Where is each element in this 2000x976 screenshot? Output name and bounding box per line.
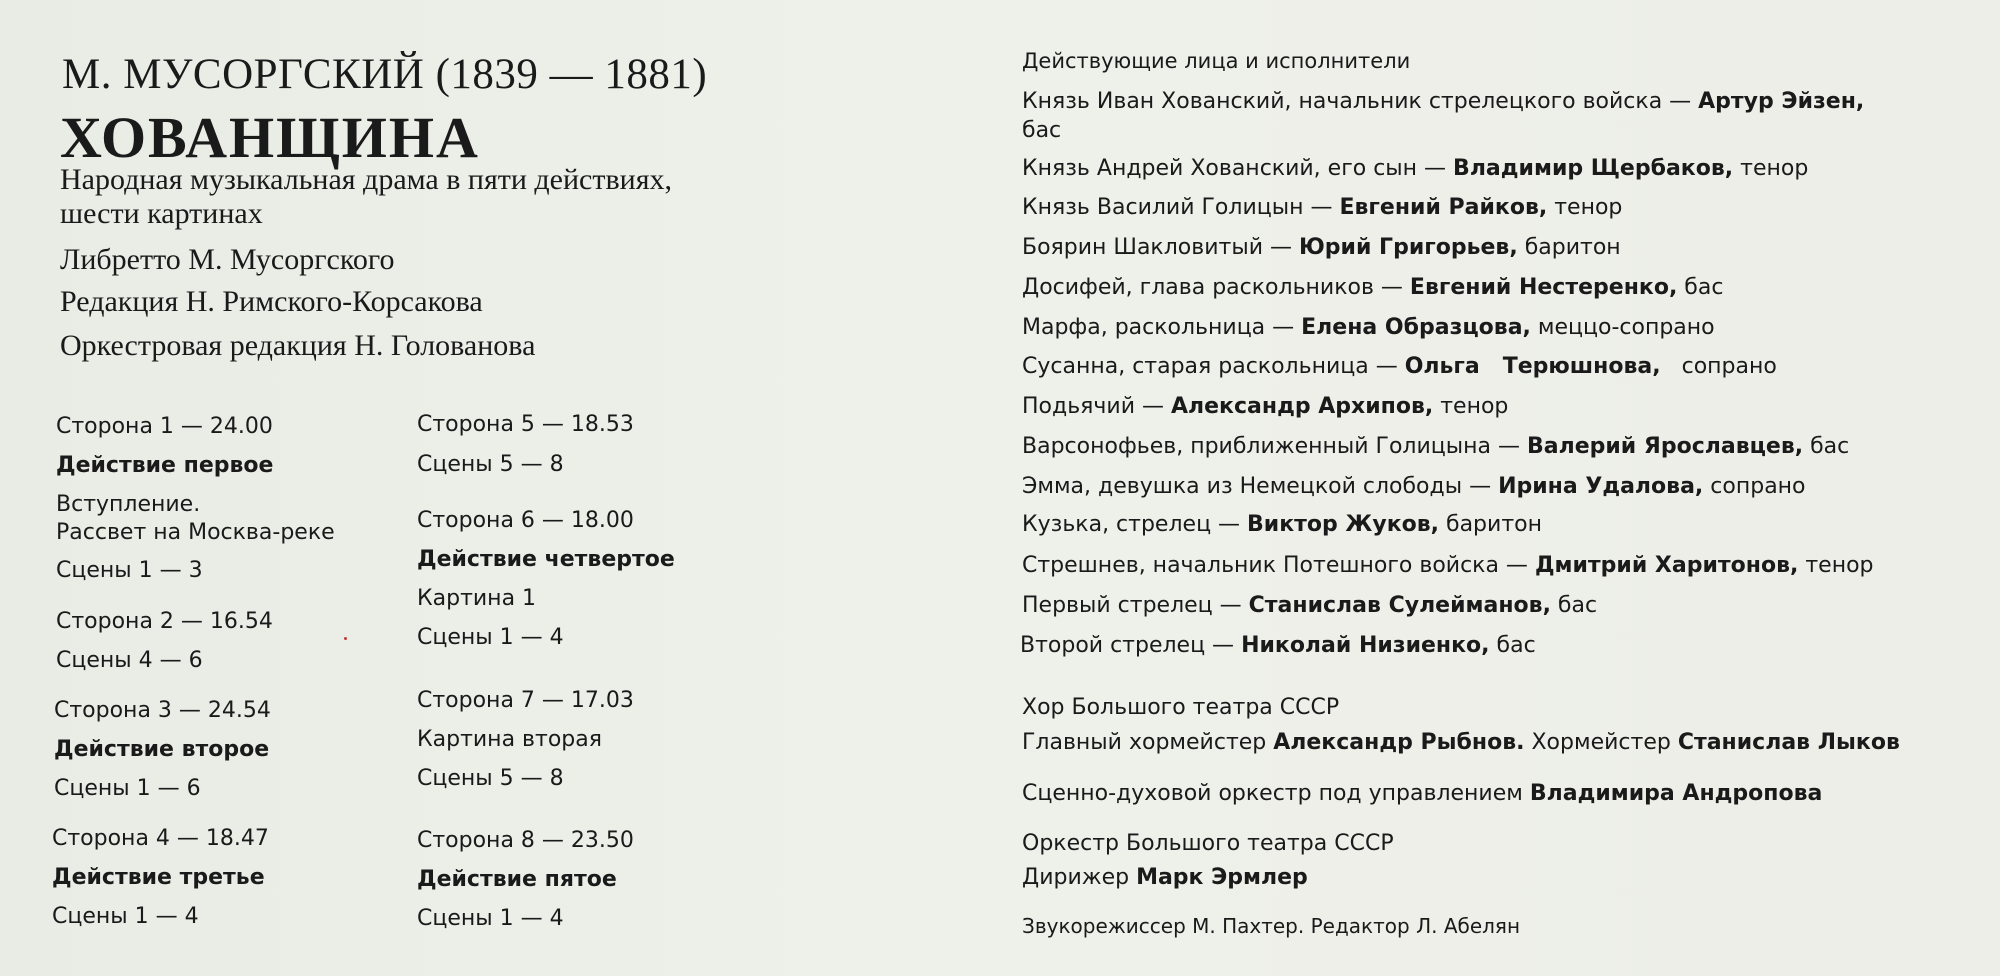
genre-line-2: шести картинах	[60, 197, 263, 230]
credit-name: Владимира Андропова	[1529, 781, 1823, 806]
cast-row	[1022, 553, 1874, 578]
voice-type: баритон	[1439, 512, 1542, 537]
performer-name: Владимир Щербаков,	[1453, 156, 1734, 181]
side-entry: Сторона 5 — 18.53	[417, 412, 634, 437]
conductor-line	[1022, 865, 1308, 890]
opera-title: ХОВАНЩИНА	[60, 105, 480, 170]
orchestral-edition-line: Оркестровая редакция Н. Голованова	[60, 329, 536, 362]
orchestra-line: Оркестр Большого театра СССР	[1022, 831, 1394, 856]
role-name: Подьячий —	[1022, 394, 1171, 419]
role-name: Боярин Шакловитый —	[1022, 235, 1299, 260]
voice-type: тенор	[1733, 156, 1809, 181]
cast-row	[1022, 315, 1715, 340]
credit-label: Сценно-духовой оркестр под управлением	[1022, 781, 1530, 806]
side-entry: Сторона 4 — 18.47	[52, 826, 269, 851]
side-entry: Рассвет на Москва-реке	[56, 520, 335, 545]
side-entry: Сторона 3 — 24.54	[54, 698, 271, 723]
voice-type: бас	[1677, 275, 1724, 300]
genre-line-1: Народная музыкальная драма в пяти действиях,	[60, 163, 672, 196]
voice-type: бас	[1803, 434, 1850, 459]
voice-type: тенор	[1433, 394, 1509, 419]
side-entry: Сторона 2 — 16.54	[56, 609, 273, 634]
cast-row	[1022, 354, 1777, 379]
cast-row	[1022, 394, 1508, 419]
composer-line: М. МУСОРГСКИЙ (1839 — 1881)	[62, 51, 708, 98]
role-name: Князь Василий Голицын —	[1022, 195, 1340, 220]
performer-name: Александр Архипов,	[1171, 394, 1434, 419]
voice-type: баритон	[1517, 235, 1621, 260]
sound-editor-line: Звукорежиссер М. Пахтер. Редактор Л. Абелян	[1022, 914, 1521, 938]
cast-row	[1022, 474, 1806, 499]
credit-name: Александр Рыбнов.	[1273, 730, 1525, 755]
act-heading: Действие четвертое	[417, 547, 675, 572]
side-entry: Сцены 1 — 4	[417, 625, 564, 650]
performer-name: Ирина Удалова,	[1498, 474, 1704, 499]
side-entry: Сцены 1 — 4	[52, 904, 199, 929]
side-entry: Сцены 1 — 6	[54, 776, 201, 801]
cast-row	[1022, 512, 1542, 537]
side-entry: Сцены 1 — 4	[417, 906, 564, 931]
role-name: Марфа, раскольница —	[1022, 315, 1302, 340]
cast-heading: Действующие лица и исполнители	[1022, 49, 1411, 73]
performer-name: Николай Низиенко,	[1241, 633, 1490, 658]
credit-name: Марк Эрмлер	[1136, 865, 1308, 890]
performer-name: Валерий Ярославцев,	[1527, 434, 1804, 459]
act-heading: Действие второе	[54, 737, 270, 762]
performer-name: Юрий Григорьев,	[1298, 235, 1518, 260]
performer-name: Ольга Терюшнова,	[1404, 354, 1661, 379]
voice-type: бас	[1550, 593, 1598, 618]
credit-name: Станислав Лыков	[1677, 730, 1900, 755]
role-name: Кузька, стрелец —	[1022, 512, 1248, 537]
side-entry: Картина вторая	[417, 727, 602, 752]
credit-label: Дирижер	[1022, 865, 1137, 890]
performer-name: Виктор Жуков,	[1247, 512, 1440, 537]
choir-line: Хор Большого театра СССР	[1022, 695, 1340, 720]
cast-row-continuation: бас	[1022, 118, 1062, 143]
voice-type: сопрано	[1703, 474, 1806, 499]
act-heading: Действие пятое	[417, 867, 617, 892]
role-name: Стрешнев, начальник Потешного войска —	[1022, 553, 1535, 578]
cast-row	[1022, 156, 1808, 181]
voice-type: тенор	[1798, 553, 1874, 578]
band-line	[1022, 781, 1822, 806]
cast-row	[1020, 633, 1536, 658]
role-name: Варсонофьев, приближенный Голицына —	[1022, 434, 1527, 459]
side-entry: Сторона 1 — 24.00	[56, 414, 273, 439]
cast-row	[1022, 195, 1622, 220]
cast-row	[1022, 434, 1849, 459]
role-name: Первый стрелец —	[1022, 593, 1249, 618]
side-entry: Сцены 4 — 6	[56, 648, 203, 673]
performer-name: Станислав Сулейманов,	[1248, 593, 1551, 618]
side-entry: Вступление.	[56, 492, 201, 517]
side-entry: Сторона 6 — 18.00	[417, 508, 634, 533]
role-name: Князь Андрей Хованский, его сын —	[1022, 156, 1454, 181]
act-heading: Действие третье	[52, 865, 265, 890]
voice-type: меццо-сопрано	[1530, 315, 1715, 340]
role-name: Досифей, глава раскольников —	[1022, 275, 1410, 300]
role-name: Сусанна, старая раскольница —	[1022, 354, 1405, 379]
side-entry: Сторона 7 — 17.03	[417, 688, 634, 713]
side-entry: Сторона 8 — 23.50	[417, 828, 634, 853]
performer-name: Евгений Райков,	[1339, 195, 1548, 220]
side-entry: Сцены 1 — 3	[56, 558, 203, 583]
act-heading: Действие первое	[56, 453, 274, 478]
libretto-line: Либретто М. Мусоргского	[60, 243, 395, 276]
credit-label: Хормейстер	[1524, 730, 1678, 755]
red-speck-mark	[344, 637, 347, 640]
role-name: Князь Иван Хованский, начальник стрелецкого войска —	[1022, 89, 1699, 114]
side-entry: Картина 1	[417, 586, 537, 611]
chorus-master-line	[1022, 730, 1900, 755]
role-name: Второй стрелец —	[1020, 633, 1242, 658]
edition-line: Редакция Н. Римского-Корсакова	[60, 285, 483, 318]
cast-row	[1022, 593, 1597, 618]
voice-type: сопрано	[1660, 354, 1777, 379]
performer-name: Дмитрий Харитонов,	[1534, 553, 1799, 578]
cast-row	[1022, 275, 1723, 300]
performer-name: Артур Эйзен,	[1698, 89, 1865, 114]
credit-label: Главный хормейстер	[1022, 730, 1274, 755]
voice-type: бас	[1489, 633, 1536, 658]
side-entry: Сцены 5 — 8	[417, 452, 564, 477]
voice-type: тенор	[1547, 195, 1623, 220]
cast-row	[1022, 235, 1621, 260]
cast-row	[1022, 89, 1864, 114]
performer-name: Елена Образцова,	[1301, 315, 1531, 340]
performer-name: Евгений Нестеренко,	[1409, 275, 1678, 300]
role-name: Эмма, девушка из Немецкой слободы —	[1022, 474, 1499, 499]
side-entry: Сцены 5 — 8	[417, 766, 564, 791]
